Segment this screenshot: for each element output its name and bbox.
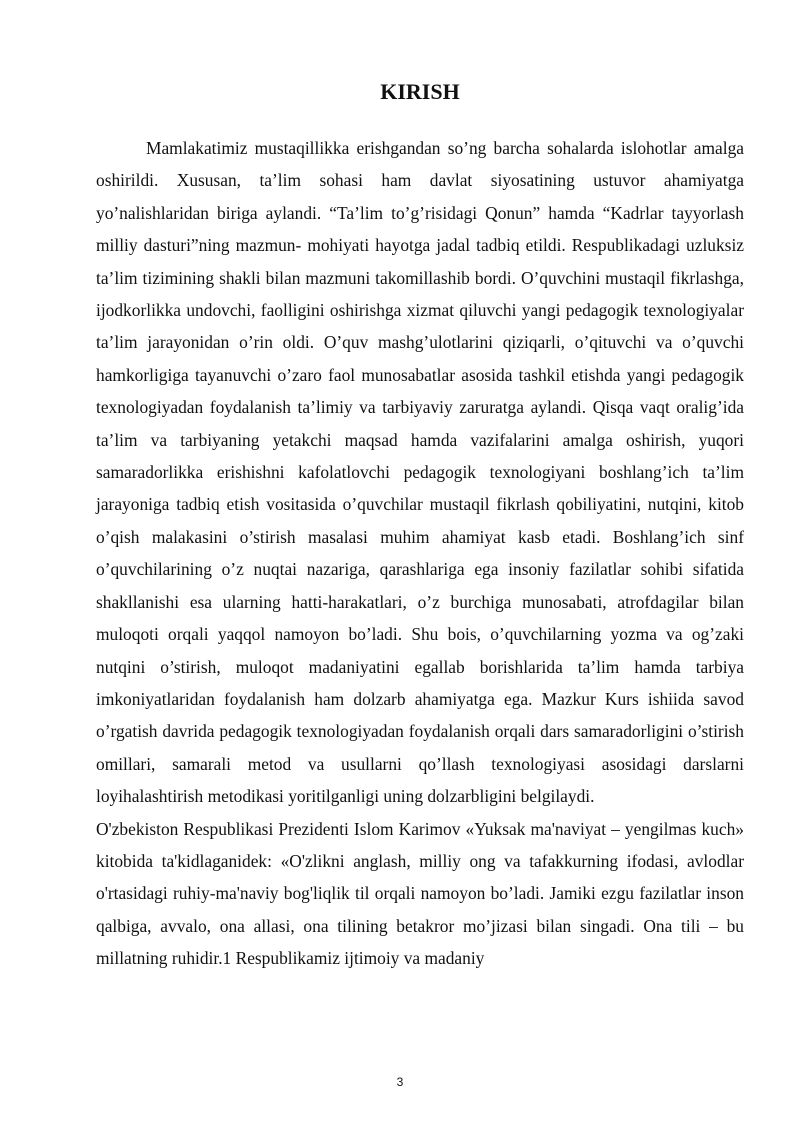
paragraph-quote: O'zbekiston Respublikasi Prezidenti Islom Karimov «Yuksak ma'naviyat – yengilmas kuch» kitobida ta'kidlaganidek: «O'zlikni anglash, milliy ong va tafakkurning ifodasi, avlodlar o'rtasidagi ruhiy-ma'naviy bog'liqlik til orqali namoyon bo’ladi. Jamiki ezgu fazilatlar inson qalbiga, avvalo, ona allasi, ona tilining betakror mo’jizasi bilan singadi. Ona tili – bu millatning ruhidir.1 Respublikamiz ijtimoiy va madaniy	[96, 818, 744, 969]
document-body	[96, 132, 744, 975]
page-title: KIRISH	[380, 79, 460, 104]
page-number: 3	[396, 1075, 404, 1089]
paragraph-intro: Mamlakatimiz mustaqillikka erishgandan so’ng barcha sohalarda islohotlar amalga oshirildi. Xususan, ta’lim sohasi ham davlat siyosatining ustuvor ahamiyatga yo’nalishlaridan biriga aylandi. “Ta’lim to’g’risidagi Qonun” hamda “Kadrlar tayyorlash milliy dasturi”ning mazmun- mohiyati hayotga jadal tadbiq etildi. Respublikadagi uzluksiz ta’lim tizimining shakli bilan mazmuni takomillashib bordi. O’quvchini mustaqil fikrlashga, ijodkorlikka undovchi, faolligini oshirishga xizmat qiluvchi yangi pedagogik texnologiyalar ta’lim jarayonidan o’rin oldi. O’quv mashg’ulotlarini qiziqarli, o’qituvchi va o’quvchi hamkorligiga tayanuvchi o’zaro faol munosabatlar asosida tashkil etishda yangi pedagogik texnologiyadan foydalanish ta’limiy va tarbiyaviy zaruratga aylandi. Qisqa vaqt oralig’ida ta’lim va tarbiyaning yetakchi maqsad hamda vazifalarini amalga oshirish, yuqori samaradorlikka erishishni kafolatlovchi pedagogik texnologiyani boshlang’ich ta’lim jarayoniga tadbiq etish vositasida o’quvchilar mustaqil fikrlash qobiliyatini, nutqini, kitob o’qish malakasini o’stirish masalasi muhim ahamiyat kasb etadi. Boshlang’ich sinf o’quvchilarining o’z nuqtai nazariga, qarashlariga ega insoniy fazilatlar sohibi sifatida shakllanishi esa ularning hatti-harakatlari, o’z burchiga munosabati, atrofdagilar bilan muloqoti orqali yaqqol namoyon bo’ladi. Shu bois, o’quvchilarning yozma va og’zaki nutqini o’stirish, muloqot madaniyatini egallab borishlarida ta’lim hamda tarbiya imkoniyatlaridan foydalanish ham dolzarb ahamiyatga ega. Mazkur Kurs ishiida savod o’rgatish davrida pedagogik texnologiyadan foydalanish orqali dars samaradorligini o’stirish omillari, samarali metod va usullarni qo’llash texnologiyasi asosidagi darslarni loyihalashtirish metodikasi yoritilganligi uning dolzarbligini belgilaydi.	[96, 138, 744, 807]
